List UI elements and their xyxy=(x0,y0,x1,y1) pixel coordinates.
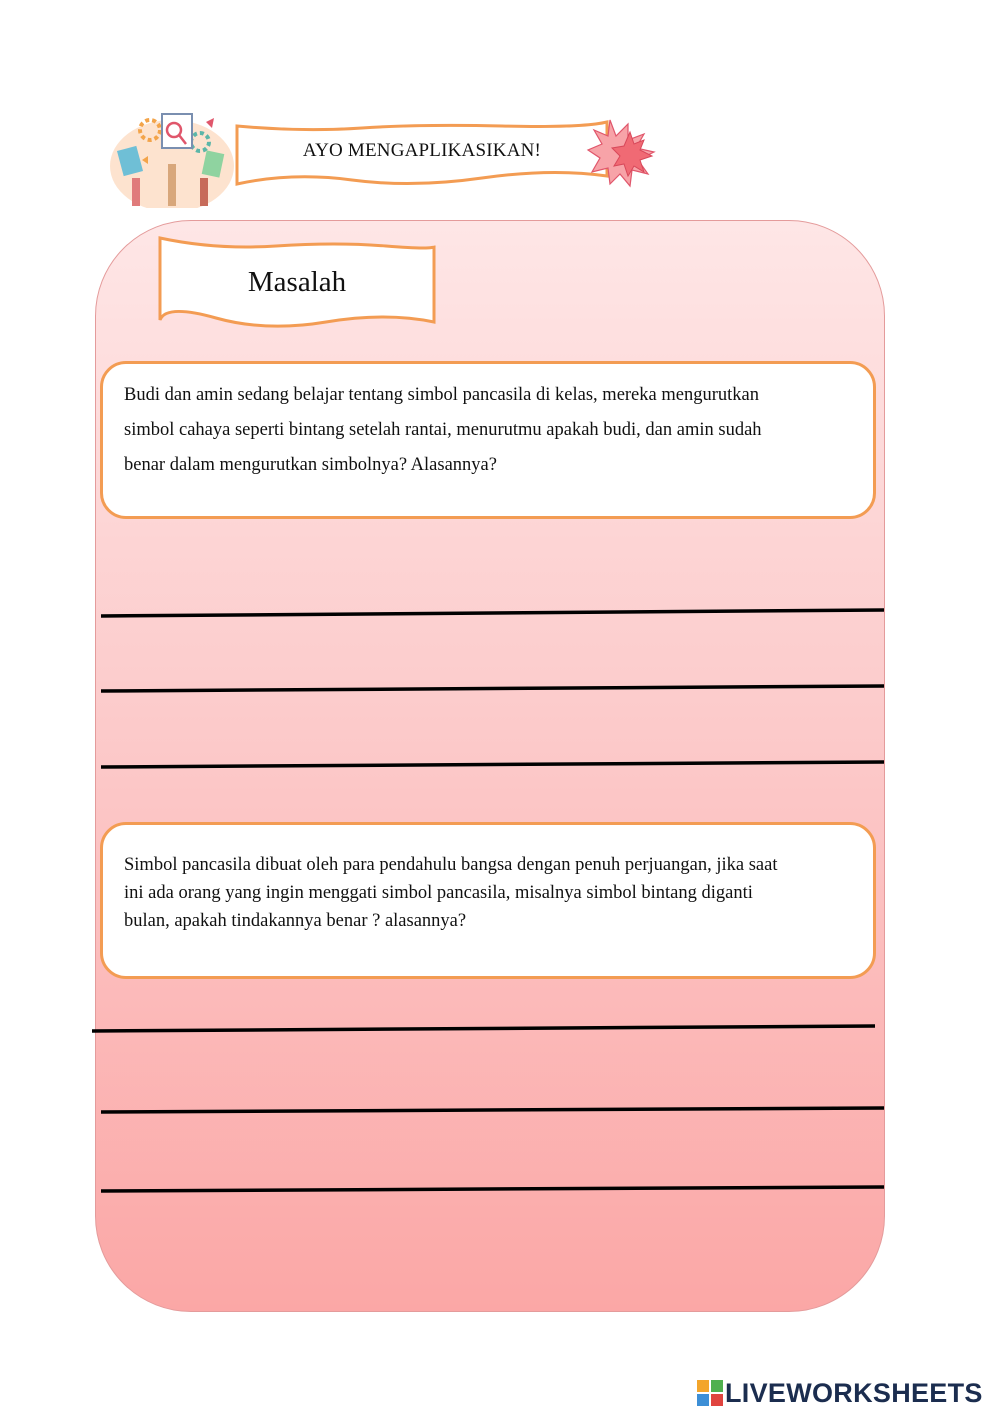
watermark xyxy=(697,1376,997,1410)
question-2-line-3: bulan, apakah tindakannya benar ? alasannya? xyxy=(124,911,467,931)
liveworksheets-logo-icon xyxy=(697,1380,723,1406)
question-1-line-3: benar dalam mengurutkan simbolnya? Alasannya? xyxy=(124,455,497,475)
page-title: AYO MENGAPLIKASIKAN! xyxy=(302,140,542,161)
starburst-icon xyxy=(586,118,658,188)
section-title: Masalah xyxy=(247,266,347,298)
question-1-line-1: Budi dan amin sedang belajar tentang simbol pancasila di kelas, mereka mengurutkan xyxy=(124,385,759,405)
question-box-1 xyxy=(100,361,876,519)
question-1-line-2: simbol cahaya seperti bintang setelah rantai, menurutmu apakah budi, dan amin sudah xyxy=(124,420,762,440)
students-with-books-icon xyxy=(108,108,236,208)
question-box-2 xyxy=(100,822,876,979)
question-2-line-2: ini ada orang yang ingin menggati simbol pancasila, misalnya simbol bintang diganti xyxy=(124,883,753,903)
question-2-line-1: Simbol pancasila dibuat oleh para pendahulu bangsa dengan penuh perjuangan, jika saat xyxy=(124,855,778,875)
watermark-text: LIVEWORKSHEETS xyxy=(725,1378,983,1408)
